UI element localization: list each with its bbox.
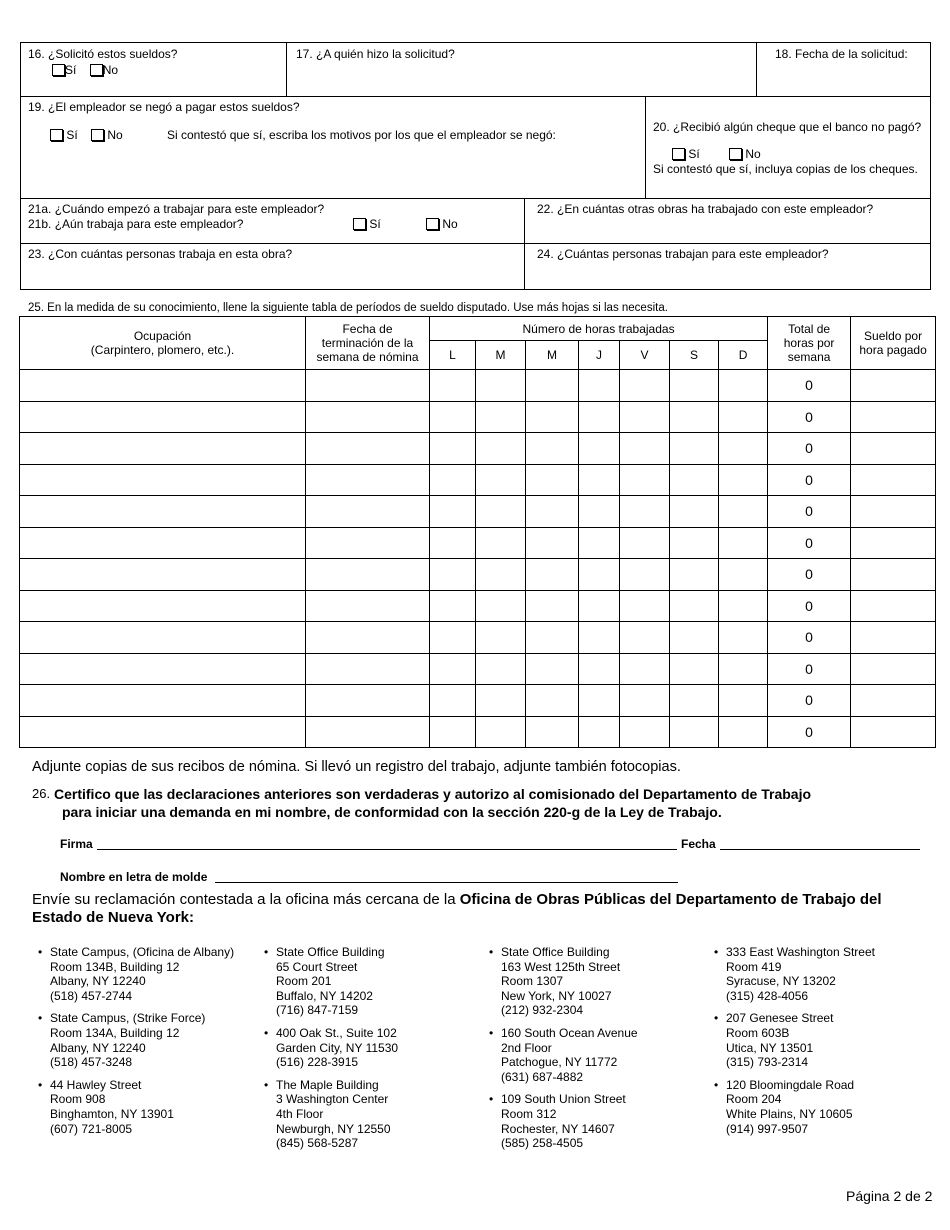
table-cell[interactable] bbox=[306, 559, 430, 591]
send-prefix: Envíe su reclamación contestada a la oficina más cercana de la bbox=[32, 891, 460, 908]
office-phone: (585) 258-4505 bbox=[501, 1136, 584, 1151]
row-total-cell[interactable]: 0 bbox=[768, 401, 851, 433]
table-cell[interactable] bbox=[526, 433, 579, 465]
table-cell[interactable] bbox=[526, 559, 579, 591]
office-phone: (518) 457-3248 bbox=[50, 1055, 133, 1070]
row-total-cell[interactable]: 0 bbox=[768, 433, 851, 465]
q19-yes-checkbox[interactable] bbox=[50, 129, 63, 141]
table-cell[interactable] bbox=[526, 590, 579, 622]
col-wage: Sueldo por hora pagado bbox=[851, 317, 936, 370]
table-cell[interactable] bbox=[719, 527, 768, 559]
col-hours-header: Número de horas trabajadas bbox=[430, 317, 768, 341]
table-cell[interactable] bbox=[670, 559, 719, 591]
office-address bbox=[489, 945, 709, 1018]
col-day: D bbox=[719, 341, 768, 370]
table-row bbox=[20, 433, 936, 465]
office-line: Room 201 bbox=[276, 974, 332, 989]
table-cell[interactable] bbox=[20, 433, 306, 465]
table-cell[interactable] bbox=[670, 590, 719, 622]
table-cell[interactable] bbox=[670, 370, 719, 402]
table-cell[interactable] bbox=[476, 559, 526, 591]
table-cell[interactable] bbox=[306, 653, 430, 685]
office-address bbox=[264, 1078, 484, 1151]
q21b-options bbox=[353, 217, 458, 231]
office-address bbox=[714, 1078, 934, 1136]
q17-label: 17. ¿A quién hizo la solicitud? bbox=[296, 47, 455, 61]
table-cell[interactable] bbox=[851, 433, 936, 465]
office-phone: (315) 428-4056 bbox=[726, 988, 809, 1003]
table-cell[interactable] bbox=[20, 401, 306, 433]
q19-no-checkbox[interactable] bbox=[91, 129, 104, 141]
office-address bbox=[489, 1026, 709, 1084]
office-line: Garden City, NY 11530 bbox=[276, 1040, 399, 1055]
table-cell[interactable] bbox=[20, 653, 306, 685]
q16-yes-label: Sí bbox=[65, 63, 77, 77]
table-row bbox=[20, 559, 936, 591]
table-cell[interactable] bbox=[476, 590, 526, 622]
table-cell[interactable] bbox=[719, 496, 768, 528]
q19-no-label: No bbox=[107, 128, 123, 142]
table-cell[interactable] bbox=[719, 622, 768, 654]
q16-no-checkbox[interactable] bbox=[90, 64, 103, 76]
table-cell[interactable] bbox=[851, 464, 936, 496]
office-line: • 160 South Ocean Avenue bbox=[501, 1025, 638, 1040]
office-address bbox=[714, 945, 934, 1003]
office-line: Binghamton, NY 13901 bbox=[50, 1106, 174, 1121]
table-cell[interactable] bbox=[719, 464, 768, 496]
office-column bbox=[714, 945, 934, 1144]
office-line: Room 134A, Building 12 bbox=[50, 1025, 180, 1040]
table-cell[interactable] bbox=[526, 464, 579, 496]
table-cell[interactable] bbox=[526, 370, 579, 402]
table-cell[interactable] bbox=[670, 527, 719, 559]
table-cell[interactable] bbox=[620, 685, 670, 717]
table-cell[interactable] bbox=[851, 685, 936, 717]
table-cell[interactable] bbox=[476, 716, 526, 748]
office-line: Room 908 bbox=[50, 1092, 106, 1107]
office-phone: (845) 568-5287 bbox=[276, 1136, 359, 1151]
q16-options bbox=[52, 63, 118, 77]
q21b-label: 21b. ¿Aún trabaja para este empleador? bbox=[28, 217, 244, 231]
q25-label: 25. En la medida de su conocimiento, llene la siguiente tabla de períodos de sueldo disputado. Use más hojas si las necesita. bbox=[28, 302, 668, 314]
table-cell[interactable] bbox=[20, 622, 306, 654]
office-line: • 207 Genesee Street bbox=[726, 1011, 834, 1026]
table-cell[interactable] bbox=[579, 622, 620, 654]
table-cell[interactable] bbox=[20, 496, 306, 528]
table-cell[interactable] bbox=[579, 496, 620, 528]
office-phone: (607) 721-8005 bbox=[50, 1121, 133, 1136]
table-cell[interactable] bbox=[579, 685, 620, 717]
table-cell[interactable] bbox=[20, 716, 306, 748]
table-cell[interactable] bbox=[476, 464, 526, 496]
q26-line1: Certifico que las declaraciones anteriores son verdaderas y autorizo al comisionado del Departamento de Trabajo bbox=[54, 786, 812, 802]
table-row bbox=[20, 590, 936, 622]
office-line: Room 134B, Building 12 bbox=[50, 959, 180, 974]
q20-no-label: No bbox=[745, 147, 761, 161]
q21a-label: 21a. ¿Cuándo empezó a trabajar para este empleador? bbox=[28, 202, 325, 216]
table-cell[interactable] bbox=[430, 590, 476, 622]
q21b-no-label: No bbox=[442, 217, 458, 231]
office-phone: (315) 793-2314 bbox=[726, 1055, 809, 1070]
office-line: Utica, NY 13501 bbox=[726, 1040, 814, 1055]
attach-note: Adjunte copias de sus recibos de nómina. Si llevó un registro del trabajo, adjunte también fotocopias. bbox=[32, 759, 681, 775]
q26-line2: para iniciar una demanda en mi nombre, de conformidad con la sección 220-g de la Ley de Trabajo. bbox=[62, 804, 722, 820]
q16-yes-checkbox[interactable] bbox=[52, 64, 65, 76]
table-cell[interactable] bbox=[670, 653, 719, 685]
office-line: Buffalo, NY 14202 bbox=[276, 988, 373, 1003]
office-line: • State Office Building bbox=[276, 945, 385, 959]
row-total-cell[interactable]: 0 bbox=[768, 622, 851, 654]
col-day: J bbox=[579, 341, 620, 370]
table-cell[interactable] bbox=[670, 401, 719, 433]
office-line: Room 603B bbox=[726, 1025, 790, 1040]
row-total-cell[interactable]: 0 bbox=[768, 559, 851, 591]
table-cell[interactable] bbox=[430, 496, 476, 528]
office-address bbox=[489, 1092, 709, 1150]
print-name-line[interactable] bbox=[215, 882, 678, 883]
table-cell[interactable] bbox=[851, 590, 936, 622]
table-cell[interactable] bbox=[526, 622, 579, 654]
table-row bbox=[20, 685, 936, 717]
table-cell[interactable] bbox=[430, 685, 476, 717]
table-cell[interactable] bbox=[620, 590, 670, 622]
send-bold1: Oficina de Obras Públicas del Departamento de Trabajo del bbox=[459, 891, 882, 908]
table-cell[interactable] bbox=[620, 433, 670, 465]
table-cell[interactable] bbox=[476, 527, 526, 559]
q21b-yes-label: Sí bbox=[369, 217, 381, 231]
office-line: Room 204 bbox=[726, 1092, 782, 1107]
table-cell[interactable] bbox=[20, 527, 306, 559]
table-cell[interactable] bbox=[670, 433, 719, 465]
office-line: 65 Court Street bbox=[276, 959, 358, 974]
table-cell[interactable] bbox=[620, 464, 670, 496]
table-cell[interactable] bbox=[719, 653, 768, 685]
q23-label: 23. ¿Con cuántas personas trabaja en esta obra? bbox=[28, 247, 293, 261]
q19-label: 19. ¿El empleador se negó a pagar estos sueldos? bbox=[28, 100, 300, 114]
office-address bbox=[264, 945, 484, 1018]
table-cell[interactable] bbox=[851, 370, 936, 402]
table-cell[interactable] bbox=[851, 716, 936, 748]
q21b-no-checkbox[interactable] bbox=[426, 218, 439, 230]
office-line: 3 Washington Center bbox=[276, 1092, 389, 1107]
row-total-cell[interactable]: 0 bbox=[768, 527, 851, 559]
row-total-cell[interactable]: 0 bbox=[768, 590, 851, 622]
office-line: Albany, NY 12240 bbox=[50, 974, 146, 989]
table-cell[interactable] bbox=[579, 653, 620, 685]
table-row bbox=[20, 622, 936, 654]
table-cell[interactable] bbox=[620, 527, 670, 559]
table-cell[interactable] bbox=[526, 496, 579, 528]
table-cell[interactable] bbox=[476, 401, 526, 433]
q16-no-label: No bbox=[102, 63, 119, 77]
table-cell[interactable] bbox=[306, 685, 430, 717]
q22-label: 22. ¿En cuántas otras obras ha trabajado con este empleador? bbox=[537, 202, 874, 216]
table-cell[interactable] bbox=[306, 622, 430, 654]
table-cell[interactable] bbox=[670, 496, 719, 528]
office-column bbox=[264, 945, 484, 1159]
table-cell[interactable] bbox=[579, 559, 620, 591]
office-line: Room 312 bbox=[501, 1106, 557, 1121]
table-cell[interactable] bbox=[20, 685, 306, 717]
table-cell[interactable] bbox=[620, 622, 670, 654]
office-address bbox=[38, 1011, 258, 1069]
col-total: Total de horas por semana bbox=[768, 317, 851, 370]
table-cell[interactable] bbox=[20, 370, 306, 402]
table-cell[interactable] bbox=[430, 622, 476, 654]
table-cell[interactable] bbox=[430, 433, 476, 465]
row-total-cell[interactable]: 0 bbox=[768, 496, 851, 528]
office-line: White Plains, NY 10605 bbox=[726, 1106, 853, 1121]
table-cell[interactable] bbox=[670, 622, 719, 654]
office-line: Albany, NY 12240 bbox=[50, 1040, 146, 1055]
table-cell[interactable] bbox=[719, 401, 768, 433]
date-label: Fecha bbox=[681, 837, 716, 851]
table-cell[interactable] bbox=[430, 370, 476, 402]
table-cell[interactable] bbox=[620, 653, 670, 685]
q16-label: 16. ¿Solicitó estos sueldos? bbox=[28, 47, 178, 61]
office-line: Patchogue, NY 11772 bbox=[501, 1055, 618, 1070]
col-day: M bbox=[476, 341, 526, 370]
office-line: • 400 Oak St., Suite 102 bbox=[276, 1025, 397, 1040]
row-total-cell[interactable]: 0 bbox=[768, 716, 851, 748]
office-line: Room 1307 bbox=[501, 974, 564, 989]
table-cell[interactable] bbox=[306, 527, 430, 559]
table-cell[interactable] bbox=[719, 433, 768, 465]
office-address bbox=[38, 945, 258, 1003]
table-cell[interactable] bbox=[20, 464, 306, 496]
send-bold2: Estado de Nueva York: bbox=[32, 909, 194, 926]
table-cell[interactable] bbox=[306, 370, 430, 402]
col-occupation-sub: (Carpintero, plomero, etc.). bbox=[90, 343, 235, 357]
office-line: • 109 South Union Street bbox=[501, 1092, 626, 1107]
office-line: • 333 East Washington Street bbox=[726, 945, 875, 959]
office-phone: (516) 228-3915 bbox=[276, 1055, 359, 1070]
office-phone: (716) 847-7159 bbox=[276, 1003, 359, 1018]
row-total-cell[interactable]: 0 bbox=[768, 464, 851, 496]
office-line: Syracuse, NY 13202 bbox=[726, 974, 836, 989]
table-cell[interactable] bbox=[579, 464, 620, 496]
table-cell[interactable] bbox=[851, 559, 936, 591]
q20-no-checkbox[interactable] bbox=[729, 148, 742, 160]
table-cell[interactable] bbox=[851, 401, 936, 433]
table-row bbox=[20, 496, 936, 528]
table-row bbox=[20, 527, 936, 559]
row-total-cell[interactable]: 0 bbox=[768, 370, 851, 402]
table-cell[interactable] bbox=[476, 622, 526, 654]
office-column bbox=[38, 945, 258, 1144]
office-phone: (914) 997-9507 bbox=[726, 1121, 809, 1136]
table-cell[interactable] bbox=[430, 401, 476, 433]
table-cell[interactable] bbox=[670, 685, 719, 717]
table-cell[interactable] bbox=[851, 496, 936, 528]
wage-table bbox=[19, 316, 936, 748]
table-cell[interactable] bbox=[430, 464, 476, 496]
col-day: L bbox=[430, 341, 476, 370]
page-number: Página 2 de 2 bbox=[846, 1188, 933, 1204]
table-cell[interactable] bbox=[430, 559, 476, 591]
table-cell[interactable] bbox=[306, 464, 430, 496]
office-phone: (631) 687-4882 bbox=[501, 1069, 584, 1084]
table-cell[interactable] bbox=[620, 496, 670, 528]
table-cell[interactable] bbox=[306, 433, 430, 465]
col-occupation-title: Ocupación bbox=[133, 329, 192, 343]
table-row bbox=[20, 464, 936, 496]
office-line: • State Campus, (Strike Force) bbox=[50, 1011, 206, 1026]
q20-label: 20. ¿Recibió algún cheque que el banco no pagó? bbox=[653, 120, 922, 134]
table-cell[interactable] bbox=[430, 527, 476, 559]
office-line: Newburgh, NY 12550 bbox=[276, 1121, 391, 1136]
office-line: 163 West 125th Street bbox=[501, 959, 621, 974]
office-line: Rochester, NY 14607 bbox=[501, 1121, 615, 1136]
office-line: • State Campus, (Oficina de Albany) bbox=[50, 945, 235, 959]
table-cell[interactable] bbox=[719, 685, 768, 717]
office-line: • 44 Hawley Street bbox=[50, 1077, 142, 1092]
office-address bbox=[714, 1011, 934, 1069]
table-cell[interactable] bbox=[306, 401, 430, 433]
table-cell[interactable] bbox=[476, 653, 526, 685]
table-cell[interactable] bbox=[526, 401, 579, 433]
table-cell[interactable] bbox=[306, 496, 430, 528]
office-line: • State Office Building bbox=[501, 945, 610, 959]
q26-number: 26. bbox=[32, 786, 51, 801]
table-cell[interactable] bbox=[476, 433, 526, 465]
q21b-yes-checkbox[interactable] bbox=[353, 218, 366, 230]
office-line: Room 419 bbox=[726, 959, 782, 974]
table-cell[interactable] bbox=[670, 716, 719, 748]
table-cell[interactable] bbox=[719, 716, 768, 748]
row-total-cell[interactable]: 0 bbox=[768, 653, 851, 685]
col-day: M bbox=[526, 341, 579, 370]
table-cell[interactable] bbox=[851, 653, 936, 685]
q20-note: Si contestó que sí, incluya copias de los cheques. bbox=[653, 162, 918, 176]
table-cell[interactable] bbox=[306, 716, 430, 748]
table-cell[interactable] bbox=[851, 527, 936, 559]
table-cell[interactable] bbox=[579, 401, 620, 433]
office-line: 2nd Floor bbox=[501, 1040, 552, 1055]
table-cell[interactable] bbox=[20, 590, 306, 622]
table-cell[interactable] bbox=[620, 401, 670, 433]
table-cell[interactable] bbox=[719, 590, 768, 622]
table-cell[interactable] bbox=[579, 716, 620, 748]
signature-label: Firma bbox=[60, 837, 93, 851]
office-line: 4th Floor bbox=[276, 1106, 324, 1121]
q20-yes-label: Sí bbox=[688, 147, 700, 161]
table-row bbox=[20, 401, 936, 433]
col-day: V bbox=[620, 341, 670, 370]
signature-line[interactable] bbox=[97, 849, 677, 850]
office-line: New York, NY 10027 bbox=[501, 988, 612, 1003]
q19-yes-label: Sí bbox=[66, 128, 78, 142]
table-cell[interactable] bbox=[620, 370, 670, 402]
table-cell[interactable] bbox=[620, 716, 670, 748]
table-cell[interactable] bbox=[476, 370, 526, 402]
table-cell[interactable] bbox=[20, 559, 306, 591]
table-cell[interactable] bbox=[719, 559, 768, 591]
date-line[interactable] bbox=[720, 849, 920, 850]
table-cell[interactable] bbox=[526, 685, 579, 717]
table-row bbox=[20, 370, 936, 402]
table-cell[interactable] bbox=[526, 716, 579, 748]
table-row bbox=[20, 716, 936, 748]
col-week-end: Fecha de terminación de la semana de nómina bbox=[306, 317, 430, 370]
table-cell[interactable] bbox=[579, 590, 620, 622]
office-line: • 120 Bloomingdale Road bbox=[726, 1077, 855, 1092]
table-row bbox=[20, 653, 936, 685]
table-cell[interactable] bbox=[620, 559, 670, 591]
q19-options bbox=[50, 128, 123, 142]
table-cell[interactable] bbox=[306, 590, 430, 622]
q20-yes-checkbox[interactable] bbox=[672, 148, 685, 160]
table-cell[interactable] bbox=[579, 433, 620, 465]
row-total-cell[interactable]: 0 bbox=[768, 685, 851, 717]
q24-label: 24. ¿Cuántas personas trabajan para este empleador? bbox=[537, 247, 829, 261]
table-cell[interactable] bbox=[526, 653, 579, 685]
col-occupation bbox=[20, 317, 306, 370]
office-address bbox=[264, 1026, 484, 1070]
table-cell[interactable] bbox=[476, 685, 526, 717]
send-instructions bbox=[32, 891, 932, 927]
table-cell[interactable] bbox=[851, 622, 936, 654]
office-column bbox=[489, 945, 709, 1159]
table-cell[interactable] bbox=[579, 370, 620, 402]
table-cell[interactable] bbox=[670, 464, 719, 496]
table-cell[interactable] bbox=[526, 527, 579, 559]
office-phone: (212) 932-2304 bbox=[501, 1003, 584, 1018]
office-address bbox=[38, 1078, 258, 1136]
print-name-label: Nombre en letra de molde bbox=[60, 870, 208, 884]
table-cell[interactable] bbox=[430, 716, 476, 748]
table-cell[interactable] bbox=[476, 496, 526, 528]
col-day: S bbox=[670, 341, 719, 370]
table-cell[interactable] bbox=[430, 653, 476, 685]
q18-label: 18. Fecha de la solicitud: bbox=[775, 47, 908, 61]
office-line: • The Maple Building bbox=[276, 1077, 379, 1092]
office-phone: (518) 457-2744 bbox=[50, 988, 133, 1003]
table-cell[interactable] bbox=[719, 370, 768, 402]
q19-explain: Si contestó que sí, escriba los motivos por los que el empleador se negó: bbox=[167, 128, 556, 142]
q20-options bbox=[672, 147, 761, 161]
table-cell[interactable] bbox=[579, 527, 620, 559]
